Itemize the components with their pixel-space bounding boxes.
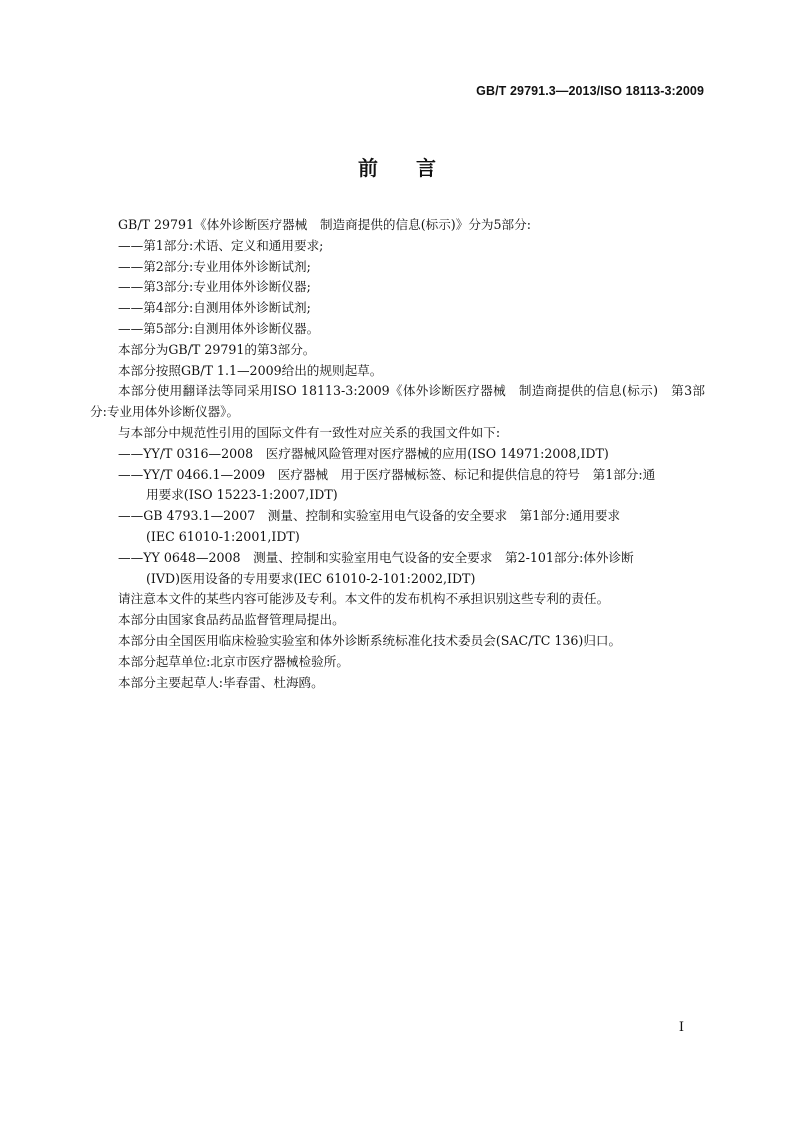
list-item-ref-3-cont: (IEC 61010-1:2001,IDT) (146, 528, 300, 544)
paragraph-proposed-by: 本部分由国家食品药品监督管理局提出。 (118, 612, 345, 628)
page-number: I (678, 1020, 684, 1035)
list-item-part-2: ——第2部分:专业用体外诊断试剂; (118, 258, 311, 274)
paragraph-drafting-rules: 本部分按照GB/T 1.1—2009给出的规则起草。 (118, 362, 383, 378)
list-item-ref-4: ——YY 0648—2008 测量、控制和实验室用电气设备的安全要求 第2-101部分:体外诊断 (118, 549, 634, 565)
list-item-part-1: ——第1部分:术语、定义和通用要求; (118, 237, 324, 253)
paragraph-references-intro: 与本部分中规范性引用的国际文件有一致性对应关系的我国文件如下: (118, 424, 501, 440)
list-item-part-5: ——第5部分:自测用体外诊断仪器。 (118, 320, 320, 336)
list-item-ref-2: ——YY/T 0466.1—2009 医疗器械 用于医疗器械标签、标记和提供信息的符号 第1部分:通 (118, 466, 656, 482)
paragraph-drafters: 本部分主要起草人:毕春雷、杜海鸥。 (118, 674, 324, 690)
paragraph-parts-intro: GB/T 29791《体外诊断医疗器械 制造商提供的信息(标示)》分为5部分: (118, 217, 531, 232)
document-body (90, 215, 705, 693)
list-item-ref-2-cont: 用要求(ISO 15223-1:2007,IDT) (146, 487, 338, 503)
paragraph-this-part: 本部分为GB/T 29791的第3部分。 (118, 341, 316, 357)
list-item-part-3: ——第3部分:专业用体外诊断仪器; (118, 279, 311, 295)
standard-code: GB/T 29791.3—2013/ISO 18113-3:2009 (476, 84, 704, 98)
list-item-part-4: ——第4部分:自测用体外诊断试剂; (118, 300, 311, 316)
paragraph-patent-notice: 请注意本文件的某些内容可能涉及专利。本文件的发布机构不承担识别这些专利的责任。 (118, 591, 610, 607)
paragraph-drafting-unit: 本部分起草单位:北京市医疗器械检验所。 (118, 653, 349, 669)
page-title: 前言 (358, 156, 474, 180)
paragraph-translation: 本部分使用翻译法等同采用ISO 18113-3:2009《体外诊断医疗器械 制造商提供的信息(标示) 第3部分:专业用体外诊断仪器》。 (90, 383, 705, 420)
list-item-ref-4-cont: (IVD)医用设备的专用要求(IEC 61010-2-101:2002,IDT) (146, 570, 476, 586)
list-item-ref-3: ——GB 4793.1—2007 测量、控制和实验室用电气设备的安全要求 第1部分:通用要求 (118, 508, 621, 524)
paragraph-administered-by: 本部分由全国医用临床检验实验室和体外诊断系统标准化技术委员会(SAC/TC 136)归口。 (118, 632, 622, 648)
list-item-ref-1: ——YY/T 0316—2008 医疗器械风险管理对医疗器械的应用(ISO 14971:2008,IDT) (118, 445, 609, 461)
